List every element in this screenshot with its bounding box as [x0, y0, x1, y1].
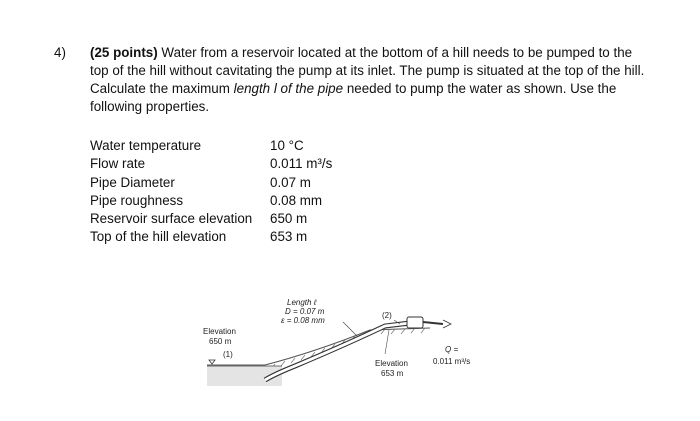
diameter-label: D = 0.07 m [285, 307, 325, 316]
property-value: 650 m [270, 211, 308, 227]
label-leader-line [343, 322, 357, 336]
property-value: 653 m [270, 229, 308, 245]
property-label: Flow rate [90, 156, 146, 172]
property-label: Top of the hill elevation [90, 229, 227, 245]
property-row [90, 228, 332, 246]
property-value: 0.07 m [270, 174, 311, 190]
pump-icon [407, 317, 423, 328]
property-row [90, 210, 332, 228]
property-row [90, 137, 332, 155]
left-elevation-value: 650 m [209, 337, 232, 346]
property-value: 0.08 mm [270, 192, 323, 208]
point1-label: (1) [223, 350, 233, 359]
property-label: Reservoir surface elevation [90, 211, 253, 227]
point2-label: (2) [382, 311, 392, 320]
property-row [90, 192, 332, 210]
length-label: Length ℓ [287, 298, 317, 307]
problem-statement [54, 44, 654, 116]
problem-number: 4) [54, 45, 66, 60]
free-surface-symbol-icon [209, 360, 215, 364]
problem-text-a: Water from a reservoir located at the bottom of a hill needs to be pumped to the top of the hill without cavitating the pump at its inlet. The pump is situated at the top of the hill. Calculate the maximum [90, 45, 645, 96]
flow-arrow-icon [443, 320, 451, 328]
flow-rate-value: 0.011 m³/s [433, 357, 471, 366]
flow-rate-symbol: Q = [445, 345, 459, 354]
property-row [90, 155, 332, 173]
properties-table [90, 137, 332, 247]
right-elevation-title: Elevation [375, 359, 408, 368]
elevation-leader-line [385, 330, 389, 354]
pipe-diagram [195, 290, 471, 400]
problem-text-b: needed to pump the water as shown. Use the following properties. [90, 81, 617, 114]
roughness-label: ε = 0.08 mm [281, 316, 325, 325]
left-elevation-title: Elevation [203, 327, 236, 336]
problem-points: (25 points) [90, 45, 158, 60]
property-value: 10 °C [270, 138, 304, 153]
right-elevation-value: 653 m [381, 369, 404, 378]
property-label: Pipe roughness [90, 192, 184, 208]
property-row [90, 174, 332, 192]
property-value: 0.011 m³/s [270, 156, 333, 172]
problem-emphasis: length l of the pipe [233, 81, 344, 96]
property-label: Pipe Diameter [90, 174, 175, 190]
property-label: Water temperature [90, 138, 202, 153]
problem-body [90, 44, 654, 116]
discharge-pipe [423, 322, 443, 324]
